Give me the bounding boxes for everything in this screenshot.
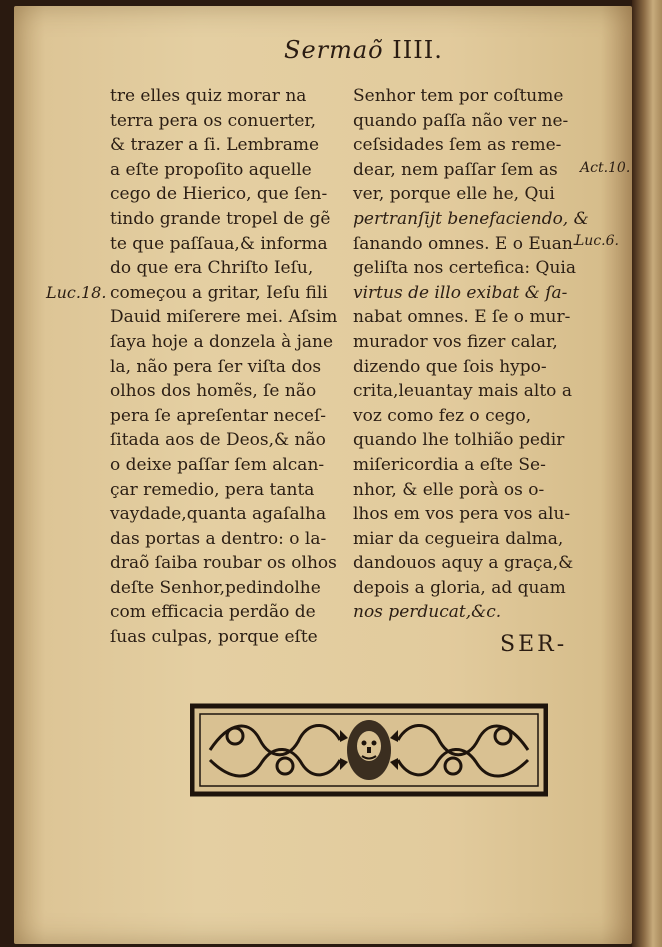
text-line: dizendo que ſois hypo-	[353, 356, 547, 377]
text-line: quando lhe tolhião pedir	[353, 430, 565, 451]
text-line: murador vos fizer calar,	[353, 331, 558, 352]
text-line: a eſte propoſito aquelle	[110, 159, 312, 180]
page-gutter	[632, 0, 662, 947]
text-column-left	[110, 84, 344, 650]
text-line: miar da cegueira dalma,	[353, 528, 564, 549]
text-line: ver, porque elle he, Qui	[353, 184, 555, 205]
margin-note-left: Luc.18.	[46, 283, 107, 302]
text-line: Dauid miſerere mei. Aſsim	[110, 307, 338, 328]
margin-note-right-top: Act.10.	[580, 160, 631, 176]
text-line: quando paſſa não ver ne-	[353, 110, 569, 131]
text-line: deſte Senhor,pedindolhe	[110, 577, 321, 598]
text-line: cego de Hierico, que ſen-	[110, 184, 328, 205]
text-line: ſanando omnes. E o Euan-	[353, 233, 579, 254]
text-line: terra pera os conuerter,	[110, 110, 317, 131]
text-line: o deixe paſſar ſem alcan-	[110, 454, 325, 475]
text-line: vaydade,quanta agaſalha	[110, 504, 327, 525]
text-line: nhor, & elle porà os o-	[353, 479, 545, 500]
text-line: la, não pera ſer viſta dos	[110, 356, 322, 377]
text-line: voz como fez o cego,	[353, 405, 532, 426]
text-line: tre elles quiz morar na	[110, 86, 307, 106]
text-line: geliſta nos certefica: Quia	[353, 258, 576, 279]
catchword: SER-	[500, 632, 568, 657]
text-line: crita,leuantay mais alto a	[353, 381, 572, 402]
text-line: com efficacia perdão de	[110, 602, 316, 623]
text-line: das portas a dentro: o la-	[110, 528, 327, 549]
text-line: Senhor tem por coſtume	[353, 86, 564, 106]
text-line: lhos em vos pera vos alu-	[353, 504, 571, 525]
text-line: çar remedio, pera tanta	[110, 479, 315, 500]
text-line: ceſsidades ſem as reme-	[353, 135, 562, 156]
text-line: draõ ſaiba roubar os olhos	[110, 553, 337, 574]
text-line: do que era Chriſto Ieſu,	[110, 258, 314, 279]
text-line: & trazer a ſi. Lembrame	[110, 135, 320, 156]
text-line: ſuas culpas, porque eſte	[110, 627, 318, 648]
text-line: virtus de illo exibat & ſa-	[353, 282, 568, 303]
text-line: olhos dos homẽs, ſe não	[110, 381, 317, 402]
page-header	[284, 36, 443, 64]
text-line: começou a gritar, Ieſu fili	[110, 282, 328, 303]
text-line: ſitada aos de Deos,& não	[110, 430, 326, 451]
text-line: nos perducat,&c.	[353, 602, 502, 623]
header-number: IIII.	[392, 36, 443, 64]
text-line: pertranſijt benefaciendo, &	[353, 208, 589, 229]
text-line: pera ſe apreſentar neceſ-	[110, 405, 326, 426]
text-line: ſaya hoje a donzela à jane	[110, 331, 334, 352]
text-line: depois a gloria, ad quam	[353, 577, 566, 598]
text-line: dear, nem paſſar ſem as	[353, 159, 558, 180]
text-line: miſericordia a eſte Se-	[353, 454, 546, 475]
text-column-right	[353, 84, 589, 625]
woodcut-ornament-icon	[190, 700, 548, 800]
text-line: nabat omnes. E ſe o mur-	[353, 307, 571, 328]
header-title: Sermaõ	[284, 36, 384, 64]
text-line: te que paſſaua,& informa	[110, 233, 328, 254]
margin-note-right-mid: Luc.6.	[575, 233, 619, 249]
text-line: dandouos aquy a graça,&	[353, 553, 574, 574]
text-line: tindo grande tropel de gẽ	[110, 208, 331, 229]
